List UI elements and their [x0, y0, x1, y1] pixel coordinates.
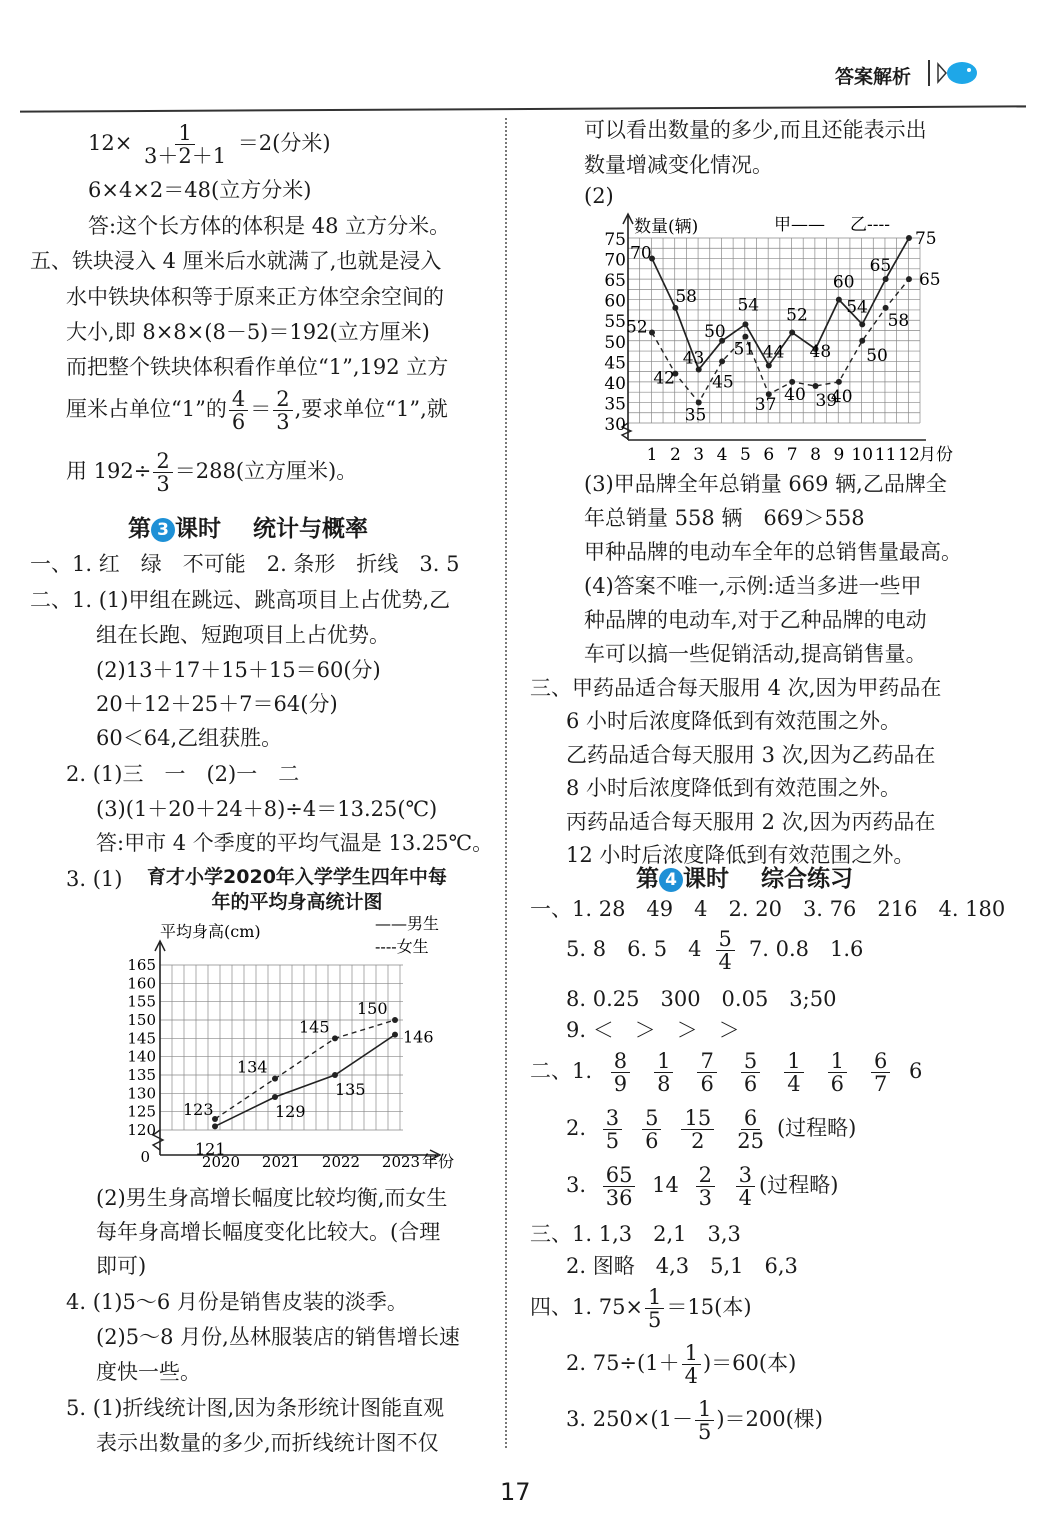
data-label-yi: 52 [626, 317, 648, 338]
fraction [611, 1050, 630, 1095]
y-tick-label: 155 [127, 992, 156, 1011]
q4-line-2: 每年身高增长幅度变化比较大。(合理 [96, 1220, 441, 1244]
x-axis-label: 年份 [422, 1152, 455, 1171]
page-number: 17 [500, 1478, 531, 1506]
data-point-jia [789, 330, 795, 336]
data-point-yi [813, 383, 819, 389]
data-label-jia: 44 [762, 342, 785, 363]
y-tick-label: 150 [127, 1011, 156, 1029]
x-axis-label: 月份 [918, 445, 953, 465]
fraction [871, 1050, 890, 1095]
denominator: 2 [691, 1129, 705, 1153]
numerator: 65 [603, 1164, 636, 1187]
x-tick-label: 3 [693, 445, 705, 465]
denominator: 5 [605, 1129, 620, 1153]
q5-line-3: 度快一些。 [96, 1360, 201, 1384]
data-label-jia: 43 [682, 348, 705, 369]
denominator: 3 [276, 410, 290, 434]
q2-line-2: 组在长跑、短跑项目上占优势。 [96, 623, 390, 647]
fraction [645, 1286, 664, 1331]
x-tick-label: 1 [646, 445, 658, 465]
right-line-1: 可以看出数量的多少,而且还能表示出 [584, 118, 927, 142]
data-point-yi [906, 276, 912, 282]
q4-line-1: (2)男生身高增长幅度比较均衡,而女生 [96, 1186, 448, 1210]
text: 2. [566, 1116, 587, 1140]
sales-line-chart [590, 208, 990, 470]
numerator: 2 [273, 388, 292, 411]
fraction [141, 122, 229, 167]
numerator: 1 [654, 1050, 673, 1073]
data-label-yi: 65 [918, 270, 941, 291]
y-tick-label: 55 [604, 312, 626, 333]
left-line-4: 五、铁块浸入 4 厘米后水就满了,也就是浸入 [30, 249, 442, 273]
text: ,要求单位“1”,就 [294, 397, 448, 421]
numerator: 5 [642, 1107, 661, 1130]
denominator: 8 [657, 1072, 671, 1096]
text: 12× [88, 131, 133, 155]
ans-line-6 [566, 1107, 856, 1152]
ans-line-8: 三、1. 1,3 2,1 3,3 [530, 1222, 741, 1246]
y-tick-label: 120 [127, 1121, 156, 1139]
right-line-12: 乙药品适合每天服用 3 次,因为乙药品在 [566, 743, 936, 767]
text: ＝2(分米) [237, 131, 331, 155]
header-divider [928, 60, 930, 86]
y-axis-label: 平均身高(cm) [160, 922, 261, 941]
denominator: 3 [698, 1186, 712, 1210]
q5-line-2: (2)5～8 月份,丛林服装店的销售增长速 [96, 1325, 460, 1349]
numerator: 1 [175, 122, 194, 145]
right-line-4: (3)甲品牌全年总销量 669 辆,乙品牌全 [584, 472, 947, 496]
q5-line-1: 4. (1)5～6 月份是销售皮装的淡季。 [66, 1290, 408, 1314]
data-point-girls [332, 1035, 338, 1041]
legend-entry: 甲—— [774, 215, 825, 235]
data-label-boys: 121 [195, 1139, 226, 1159]
fraction [828, 1050, 847, 1095]
ans-line-10 [530, 1286, 752, 1331]
y-tick-label: 160 [127, 974, 156, 993]
text: 5. 8 6. 5 4 [566, 937, 702, 961]
header-rule [20, 105, 1026, 112]
q2-line-1: 二、1. (1)甲组在跳远、跳高项目上占优势,乙 [30, 588, 451, 612]
section-3-heading [128, 510, 368, 543]
data-label-girls: 145 [299, 1017, 330, 1037]
text: 3. [566, 1173, 587, 1197]
fraction [603, 1107, 622, 1152]
data-point-yi [649, 330, 655, 336]
fraction [273, 388, 292, 433]
data-label-jia: 60 [832, 272, 855, 293]
denominator: 6 [743, 1072, 758, 1096]
y-tick-label: 130 [127, 1084, 156, 1103]
data-label-jia: 70 [630, 243, 652, 264]
data-point-boys [392, 1032, 398, 1038]
left-line-2: 6×4×2＝48(立方分米) [88, 178, 312, 202]
denominator: 6 [830, 1072, 844, 1096]
denominator: 4 [787, 1072, 801, 1096]
data-point-girls [392, 1017, 398, 1023]
data-label-yi: 42 [653, 368, 676, 389]
x-tick-label: 2023 [381, 1153, 421, 1171]
denominator: 5 [697, 1420, 712, 1444]
fraction [682, 1342, 701, 1387]
header-title: 答案解析 [835, 66, 912, 88]
text: 四、1. 75× [530, 1295, 644, 1319]
text: 第 [128, 516, 151, 542]
y-tick-label: 125 [127, 1102, 156, 1121]
data-point-jia [859, 321, 865, 327]
data-label-yi: 39 [815, 391, 838, 411]
y-tick-label: 65 [604, 271, 626, 292]
x-tick-label: 5 [740, 445, 751, 465]
right-line-14: 丙药品适合每天服用 2 次,因为丙药品在 [566, 810, 936, 834]
fraction [695, 1398, 714, 1443]
denominator: 5 [648, 1308, 662, 1332]
denominator: 6 [645, 1129, 659, 1153]
lesson-number-badge: 4 [659, 868, 683, 892]
numerator: 4 [229, 388, 248, 411]
denominator: 7 [873, 1072, 888, 1096]
fraction-list [593, 1106, 777, 1153]
numerator: 5 [741, 1050, 760, 1073]
text: (过程略) [759, 1173, 839, 1197]
data-label-jia: 75 [914, 229, 937, 249]
text: ＝15(本) [666, 1295, 752, 1319]
numerator: 1 [784, 1050, 803, 1073]
numerator: 1 [828, 1050, 847, 1073]
q3-label: 3. (1) [66, 867, 123, 891]
left-line-7: 而把整个铁块体积看作单位“1”,192 立方 [66, 355, 449, 379]
numerator: 15 [681, 1107, 714, 1130]
denominator: 9 [613, 1072, 628, 1096]
text: (过程略) [776, 1116, 857, 1140]
x-tick-label: 2 [669, 445, 681, 465]
data-point-jia [906, 235, 912, 241]
text: 统计与概率 [253, 516, 369, 542]
numerator: 2 [696, 1164, 715, 1187]
numerator: 2 [153, 450, 172, 473]
left-line-3: 答:这个长方体的体积是 48 立方分米。 [88, 214, 451, 238]
right-line-6: 甲种品牌的电动车全年的总销售量最高。 [584, 540, 962, 564]
data-label-jia: 54 [737, 295, 760, 316]
fraction [603, 1164, 636, 1209]
numerator: 1 [695, 1398, 714, 1421]
ans-line-9: 2. 图略 4,3 5,1 6,3 [566, 1254, 798, 1278]
q6-line-1: 5. (1)折线统计图,因为条形统计图能直观 [66, 1396, 445, 1420]
x-tick-label: 4 [716, 445, 728, 465]
ans-line-11 [566, 1342, 796, 1387]
fraction [681, 1107, 714, 1152]
y-tick-label: 35 [604, 394, 626, 415]
q2-line-4: 20＋12＋25＋7＝64(分) [96, 692, 338, 716]
data-point-jia [766, 362, 772, 368]
denominator: 6 [231, 410, 246, 434]
data-point-yi [719, 358, 725, 364]
numerator: 8 [611, 1050, 630, 1073]
x-tick-label: 11 [874, 445, 897, 465]
numerator: 7 [697, 1050, 716, 1073]
data-label-yi: 37 [754, 395, 777, 416]
right-line-13: 8 小时后浓度降低到有效范围之外。 [566, 776, 902, 800]
fraction [642, 1107, 661, 1152]
data-label-yi: 35 [684, 405, 707, 426]
x-tick-label: 10 [851, 445, 874, 465]
legend-entry: 乙---- [850, 215, 890, 235]
fraction [696, 1164, 715, 1209]
column-divider [505, 118, 507, 1448]
right-line-5: 年总销量 558 辆 669＞558 [584, 506, 865, 530]
ans-line-4: 9. ＜ ＞ ＞ ＞ [566, 1018, 740, 1042]
right-line-11: 6 小时后浓度降低到有效范围之外。 [566, 709, 902, 733]
x-tick-label: 12 [898, 445, 920, 465]
q2-line-8: 答:甲市 4 个季度的平均气温是 13.25℃。 [96, 831, 494, 855]
text: ＝ [250, 397, 272, 421]
q2-line-7: (3)(1＋20＋24＋8)÷4＝13.25(℃) [96, 797, 438, 821]
data-point-girls [272, 1076, 278, 1082]
fraction [784, 1050, 803, 1095]
denominator: 4 [738, 1186, 753, 1210]
q6-line-2: 表示出数量的多少,而折线统计图不仅 [96, 1431, 439, 1455]
ans-line-2 [566, 928, 863, 973]
left-line-6: 大小,即 8×8×(8－5)＝192(立方厘米) [66, 320, 430, 344]
fraction [654, 1050, 673, 1095]
data-point-jia [742, 321, 748, 327]
text: )＝60(本) [702, 1351, 797, 1375]
left-line-1 [88, 122, 331, 167]
data-label-jia: 48 [809, 342, 832, 362]
y-tick-label: 30 [604, 415, 626, 435]
denominator: 3 [156, 472, 170, 496]
right-line-7: (4)答案不唯一,示例:适当多进一些甲 [584, 574, 922, 598]
data-point-jia [836, 297, 842, 303]
y-tick-label: 60 [604, 291, 626, 312]
ans-line-7 [566, 1164, 838, 1209]
y-tick-label: 50 [604, 332, 626, 353]
lesson-number-badge: 3 [151, 518, 175, 542]
height-line-chart [120, 905, 470, 1175]
text: 14 [652, 1173, 679, 1197]
text: 第 [636, 866, 659, 892]
data-label-yi: 40 [830, 386, 853, 407]
data-label-girls: 150 [357, 999, 388, 1018]
fraction [736, 1164, 755, 1209]
left-line-9 [66, 450, 357, 495]
numerator: 6 [871, 1050, 890, 1073]
section-4-heading [636, 860, 853, 893]
denominator: 4 [684, 1364, 698, 1388]
text: 6 [909, 1059, 923, 1083]
numerator: 1 [682, 1342, 701, 1365]
right-line-15: 12 小时后浓度降低到有效范围之外。 [566, 843, 915, 867]
text: 7. 0.8 1.6 [748, 937, 864, 961]
x-tick-label: 9 [833, 445, 845, 465]
q1-line: 一、1. 红 绿 不可能 2. 条形 折线 3. 5 [30, 552, 460, 576]
data-point-yi [859, 338, 865, 344]
data-label-boys: 135 [335, 1080, 366, 1099]
y-tick-label: 45 [604, 353, 626, 374]
y-tick-label: 140 [127, 1047, 156, 1066]
data-label-girls: 134 [237, 1057, 268, 1077]
text: 3. 250×(1－ [566, 1407, 693, 1431]
text: ＝288(立方厘米)。 [174, 459, 358, 483]
data-point-boys [272, 1094, 278, 1100]
fraction [153, 450, 172, 495]
height-chart-title: 育才小学2020年入学学生四年中每年的平均身高统计图 [147, 866, 447, 913]
fraction [229, 388, 248, 433]
y-tick-label: 135 [127, 1066, 156, 1084]
left-line-5: 水中铁块体积等于原来正方体空余空间的 [66, 285, 444, 309]
x-tick-label: 2020 [201, 1153, 241, 1171]
data-point-boys [332, 1072, 338, 1078]
right-line-9: 车可以搞一些促销活动,提高销售量。 [584, 642, 927, 666]
data-label-yi: 40 [784, 384, 806, 405]
x-tick-label: 2021 [261, 1153, 301, 1171]
denominator: 6 [700, 1072, 714, 1096]
q2-line-3: (2)13＋17＋15＋15＝60(分) [96, 658, 381, 682]
data-label-boys: 146 [403, 1027, 434, 1047]
x-tick-label: 6 [763, 445, 775, 465]
right-line-8: 种品牌的电动车,对于乙种品牌的电动 [584, 608, 927, 632]
right-line-3: (2) [584, 184, 614, 208]
data-point-jia [883, 276, 889, 282]
data-label-yi: 50 [866, 345, 888, 366]
y-tick-label: 70 [604, 250, 626, 271]
data-label-jia: 52 [786, 305, 808, 326]
fraction [697, 1050, 716, 1095]
data-label-jia: 50 [704, 321, 726, 342]
data-label-boys: 129 [275, 1102, 306, 1121]
y-tick-label: 75 [604, 230, 626, 250]
data-point-yi [836, 379, 842, 385]
data-label-yi: 45 [712, 372, 734, 393]
y-tick-label: 145 [127, 1029, 156, 1048]
x-tick-label: 8 [810, 445, 821, 465]
denominator: 4 [718, 950, 732, 974]
y-axis-label: 数量(辆) [634, 217, 699, 237]
q4-line-3: 即可) [96, 1254, 147, 1278]
right-line-10: 三、甲药品适合每天服用 4 次,因为甲药品在 [530, 676, 942, 700]
data-label-jia: 54 [846, 297, 868, 318]
numerator: 3 [603, 1107, 622, 1130]
text: 课时 [175, 516, 221, 542]
numerator: 1 [645, 1286, 664, 1309]
numerator: 5 [716, 928, 735, 951]
text: 用 192÷ [66, 459, 152, 483]
legend-entry: ----女生 [375, 937, 429, 956]
left-line-8 [66, 388, 448, 433]
legend-entry: ——男生 [375, 914, 440, 933]
data-label-jia: 65 [869, 256, 892, 277]
text: 2. 75÷(1＋ [566, 1351, 680, 1375]
numerator: 6 [741, 1107, 760, 1130]
q2-line-6: 2. (1)三 一 (2)一 二 [66, 762, 300, 786]
ans-line-3: 8. 0.25 300 0.05 3;50 [566, 987, 837, 1011]
ans-line-1: 一、1. 28 49 4 2. 20 3. 76 216 4. 180 [530, 897, 1006, 921]
denominator: 36 [605, 1186, 633, 1210]
fraction [716, 928, 735, 973]
text: )＝200(棵) [716, 1407, 823, 1431]
fraction [741, 1050, 760, 1095]
q2-line-5: 60＜64,乙组获胜。 [96, 726, 283, 750]
fish-logo-icon [936, 58, 978, 92]
denominator: 3＋2＋1 [144, 144, 227, 168]
data-label-jia: 58 [675, 286, 698, 307]
text: 厘米占单位“1”的 [66, 397, 227, 421]
y-tick-label: 165 [127, 956, 156, 974]
data-label-yi: 58 [887, 310, 910, 331]
fraction [734, 1107, 767, 1152]
data-label-yi: 51 [733, 339, 756, 360]
y-tick-label: 40 [604, 373, 626, 394]
right-line-2: 数量增减变化情况。 [584, 153, 773, 177]
text: 课时 [683, 866, 729, 892]
denominator: 25 [737, 1129, 764, 1153]
origin-label: 0 [140, 1148, 150, 1166]
numerator: 3 [736, 1164, 755, 1187]
text: 二、1. [530, 1059, 593, 1083]
data-point-boys [212, 1123, 218, 1129]
data-label-girls: 123 [183, 1100, 214, 1119]
x-tick-label: 7 [786, 445, 798, 465]
fraction-list [599, 1049, 903, 1096]
text: 综合练习 [761, 866, 854, 892]
ans-line-12 [566, 1398, 823, 1443]
ans-line-5 [530, 1050, 922, 1095]
x-tick-label: 2022 [321, 1153, 361, 1171]
